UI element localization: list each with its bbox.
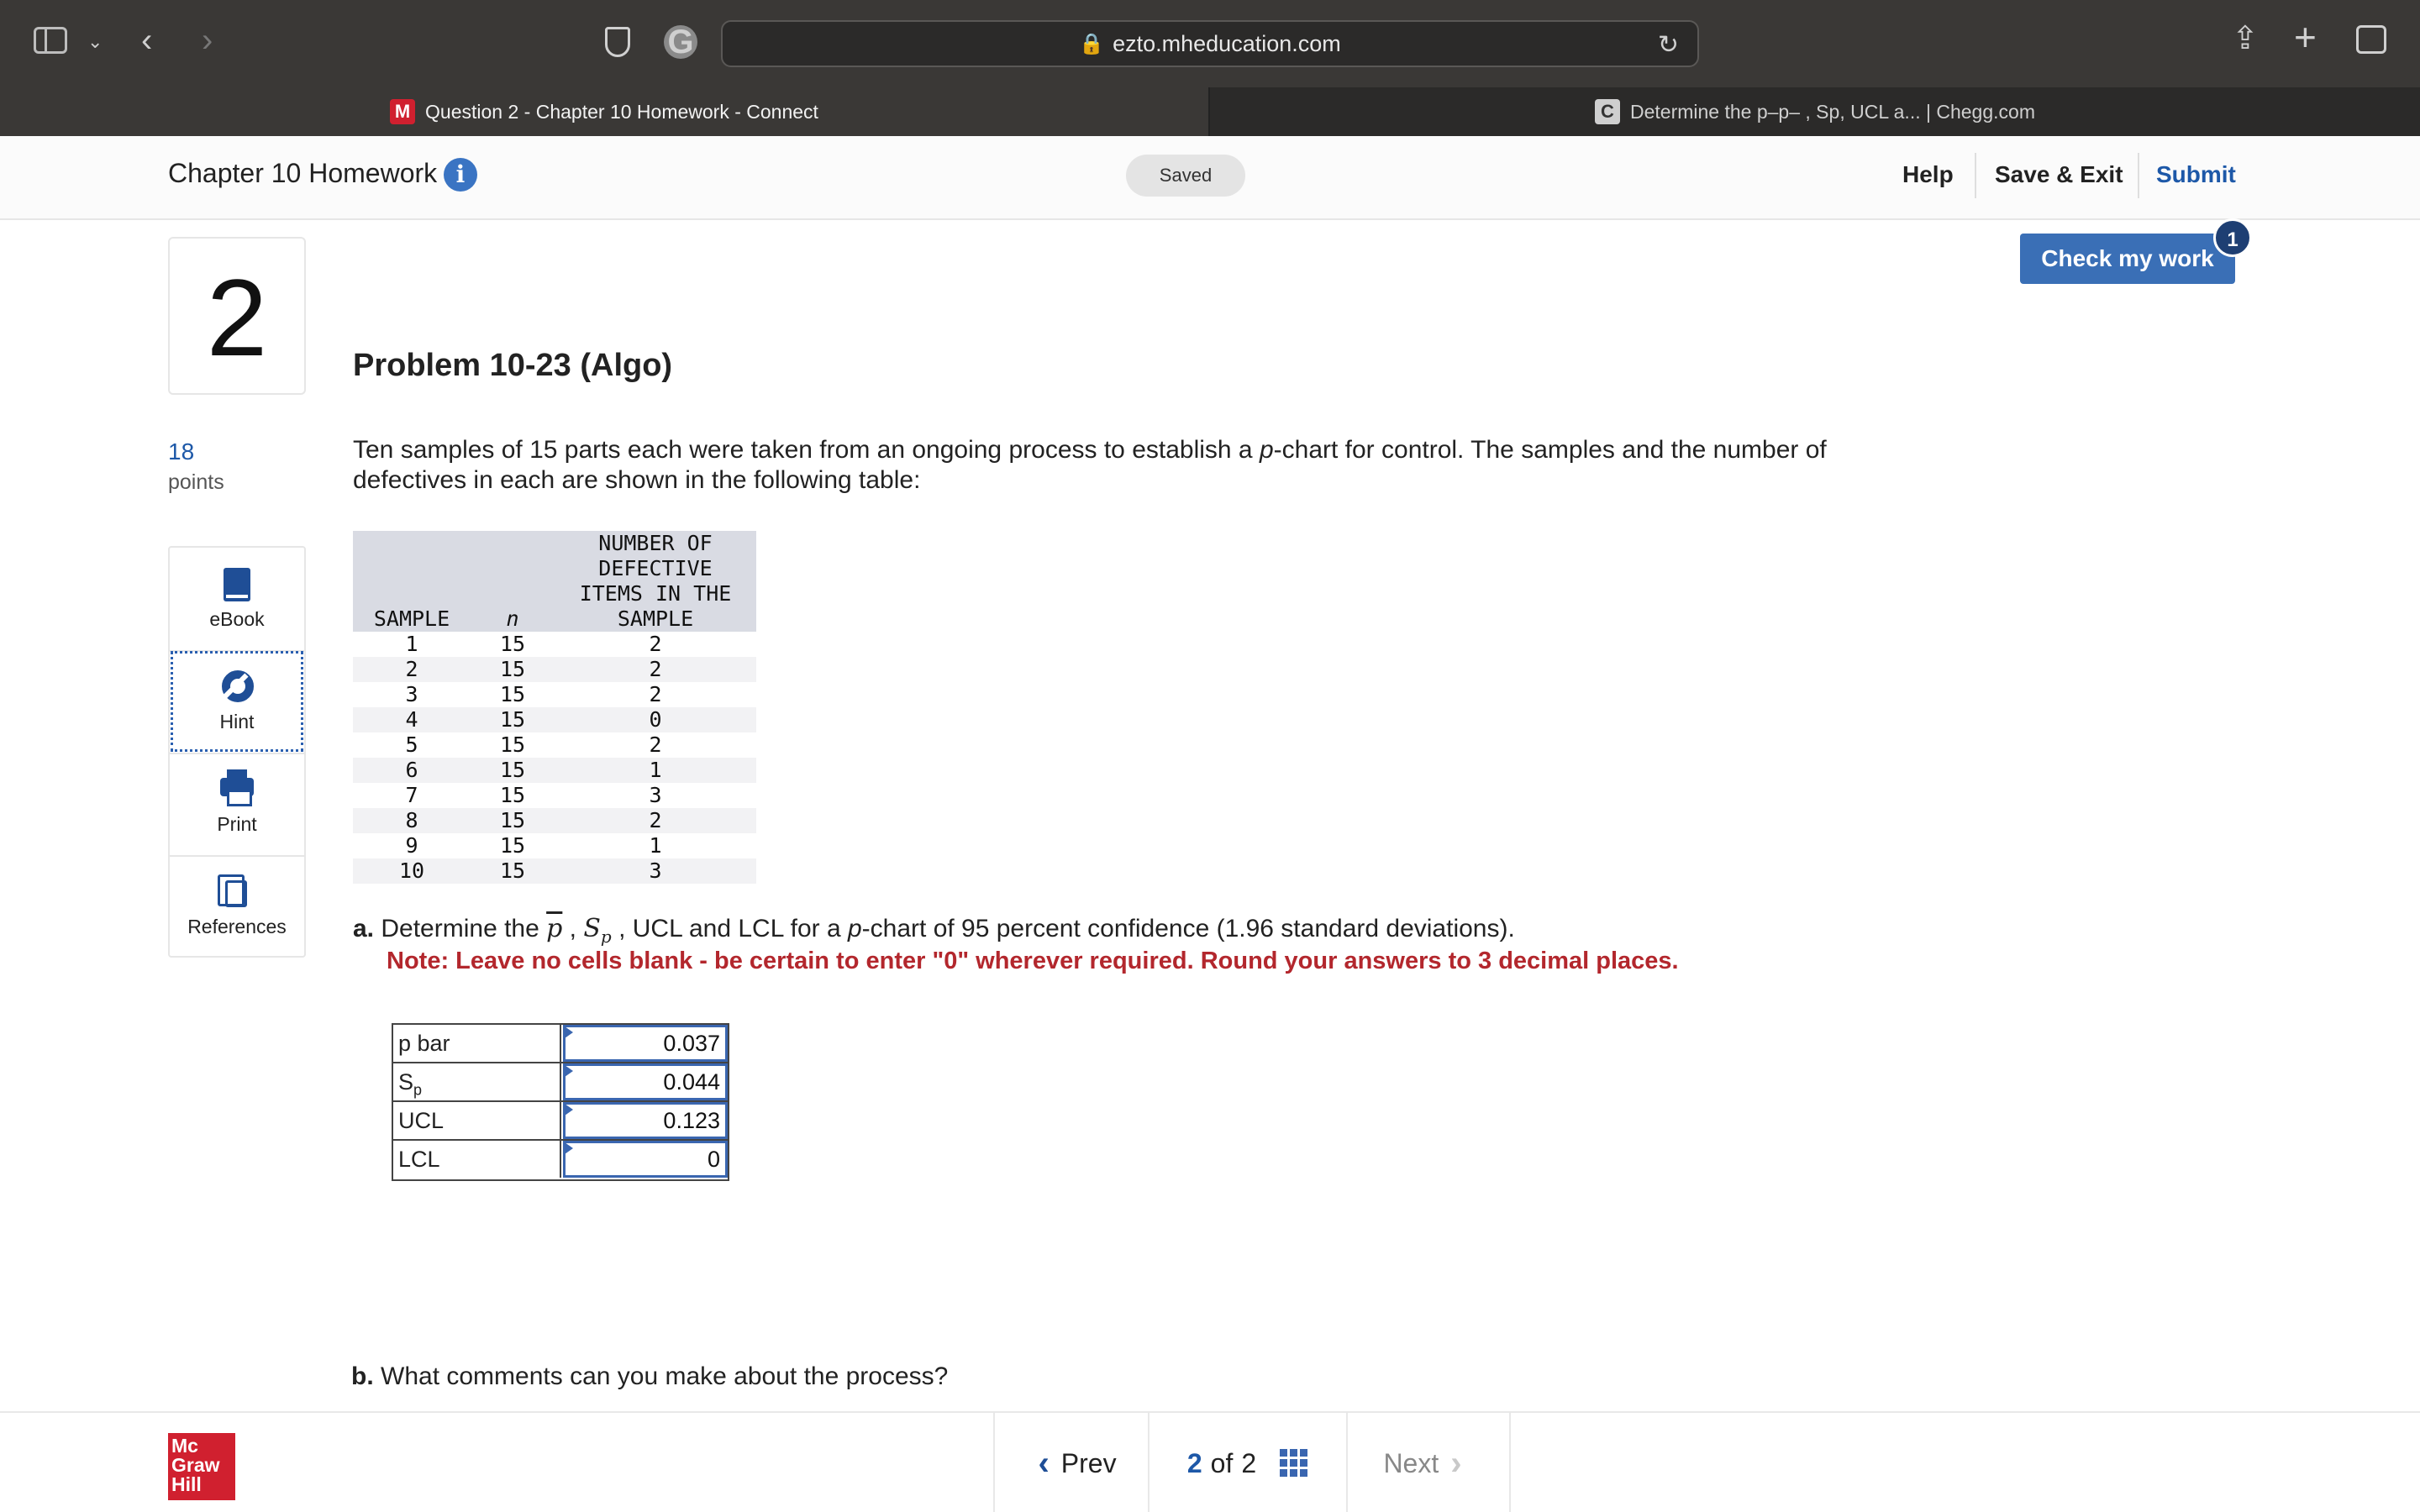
points-value: 18	[168, 438, 195, 465]
chevron-down-icon[interactable]: ⌄	[87, 31, 103, 52]
problem-text	[353, 435, 1916, 496]
header-defectives	[555, 531, 756, 632]
tab-label: Determine the p–p– , Sp, UCL a... | Chegg.com	[1630, 100, 2035, 123]
table-row	[353, 783, 756, 808]
problem-text-part: Ten samples of 15 parts each were taken from an ongoing process to establish a	[353, 436, 1260, 464]
problem-text-italic: p	[1259, 436, 1274, 464]
question-count[interactable]	[1150, 1413, 1348, 1512]
input-marker-icon	[565, 1104, 573, 1116]
header-line: ITEMS IN THE	[579, 581, 732, 606]
cell-n: 15	[499, 758, 526, 782]
address-bar[interactable]	[721, 20, 1699, 67]
of-label: of	[1210, 1447, 1234, 1478]
cell-n: 15	[499, 682, 526, 706]
cell-sample: 7	[405, 783, 418, 807]
answer-label	[393, 1102, 561, 1139]
p-bar-symbol: $\overline{p}$	[546, 914, 563, 943]
hint-button[interactable]	[170, 650, 304, 753]
input-marker-icon	[565, 1026, 573, 1038]
grammarly-icon[interactable]: G	[664, 25, 697, 59]
cell-defectives: 3	[649, 783, 662, 807]
answer-row-pbar	[393, 1025, 728, 1063]
hint-label: Hint	[219, 711, 255, 732]
references-button[interactable]	[170, 855, 304, 958]
table-row	[353, 758, 756, 783]
book-icon	[224, 568, 250, 601]
input-marker-icon	[565, 1065, 573, 1077]
part-a-text: , UCL and LCL for a	[611, 915, 848, 942]
lcl-input[interactable]	[563, 1141, 728, 1178]
cell-sample: 6	[405, 758, 418, 782]
next-button[interactable]	[1348, 1413, 1511, 1512]
part-a-text: -chart of 95 percent confidence (1.96 standard deviations).	[861, 915, 1515, 942]
logo-line: Graw	[171, 1454, 220, 1476]
tab-label: Question 2 - Chapter 10 Homework - Connect	[425, 100, 818, 123]
cell-defectives: 1	[649, 758, 662, 782]
logo-line: Mc	[171, 1435, 198, 1457]
prev-label: Prev	[1060, 1447, 1117, 1478]
part-letter: a.	[353, 915, 375, 942]
ucl-input[interactable]	[563, 1102, 728, 1139]
cell-n: 15	[499, 783, 526, 807]
cell-defectives: 2	[649, 682, 662, 706]
samples-table	[353, 531, 756, 884]
cell-sample: 5	[405, 732, 418, 757]
tab-bar	[0, 87, 2420, 136]
answer-label-text: S	[398, 1069, 414, 1095]
part-b-text: What comments can you make about the process?	[373, 1362, 949, 1390]
p-italic: p	[847, 915, 862, 942]
cell-n: 15	[499, 732, 526, 757]
answer-label-text: LCL	[398, 1147, 440, 1172]
answer-table	[392, 1023, 729, 1181]
answer-row-lcl	[393, 1141, 728, 1179]
footer-bar	[0, 1411, 2420, 1512]
header-sample: SAMPLE	[373, 606, 450, 631]
divider	[2138, 153, 2139, 198]
share-icon[interactable]: ⇪	[2232, 21, 2259, 56]
tabs-overview-icon[interactable]	[2356, 25, 2386, 54]
table-row	[353, 632, 756, 657]
references-label: References	[187, 916, 287, 937]
table-header	[353, 531, 756, 632]
cell-sample: 3	[405, 682, 418, 706]
reload-icon[interactable]: ↻	[1657, 31, 1679, 59]
chevron-right-icon: ›	[1450, 1444, 1462, 1482]
answer-label	[393, 1063, 561, 1100]
check-my-work-button[interactable]: Check my work	[2020, 234, 2235, 284]
part-a-text: Determine the	[374, 915, 547, 942]
mcgraw-favicon-icon: M	[390, 99, 415, 124]
cell-sample: 9	[405, 833, 418, 858]
table-row	[353, 732, 756, 758]
browser-toolbar	[0, 0, 2420, 87]
cell-sample: 1	[405, 632, 418, 656]
ebook-button[interactable]	[170, 548, 304, 650]
input-marker-icon	[565, 1142, 573, 1154]
sp-input[interactable]	[563, 1063, 728, 1100]
header-line: NUMBER OF	[598, 531, 713, 555]
question-number: 2	[168, 237, 306, 395]
question-tools	[168, 546, 306, 958]
question-pager	[993, 1413, 1462, 1512]
sidebar-icon[interactable]	[34, 27, 67, 54]
pbar-input[interactable]	[563, 1025, 728, 1062]
url-text: ezto.mheducation.com	[1113, 30, 1341, 56]
total-questions: 2	[1241, 1447, 1257, 1478]
mcgraw-hill-logo	[168, 1433, 235, 1500]
assignment-header	[0, 136, 2420, 220]
chegg-favicon-icon: C	[1595, 99, 1620, 124]
new-tab-icon[interactable]: +	[2294, 15, 2317, 59]
submit-link[interactable]: Submit	[2156, 161, 2236, 187]
tab-chegg[interactable]	[1210, 87, 2420, 136]
sp-subscript: p	[600, 927, 612, 947]
header-n: n	[506, 606, 519, 631]
shield-icon[interactable]	[605, 27, 630, 57]
cell-defectives: 2	[649, 632, 662, 656]
help-link[interactable]: Help	[1902, 161, 1954, 187]
problem-title: Problem 10-23 (Algo)	[353, 348, 673, 383]
cell-n: 15	[499, 808, 526, 832]
part-letter: b.	[351, 1362, 374, 1390]
cell-defectives: 2	[649, 657, 662, 681]
problem-text-part: -chart for control. The samples and the number of defectives in each are shown in the following table:	[353, 436, 1827, 494]
back-icon[interactable]: ‹	[141, 22, 153, 59]
part-a-text: ,	[562, 915, 584, 942]
cell-sample: 2	[405, 657, 418, 681]
print-button[interactable]	[170, 753, 304, 855]
ebook-label: eBook	[209, 608, 265, 630]
answer-label	[393, 1141, 561, 1178]
table-row	[353, 808, 756, 833]
part-a-question	[353, 914, 1515, 947]
assignment-title: Chapter 10 Homework	[168, 158, 438, 188]
tab-connect[interactable]	[0, 87, 1210, 136]
answer-row-sp	[393, 1063, 728, 1102]
cell-n: 15	[499, 833, 526, 858]
header-line: DEFECTIVE	[598, 556, 713, 580]
cell-defectives: 3	[649, 858, 662, 883]
answer-label-text: UCL	[398, 1108, 445, 1133]
info-icon[interactable]: i	[444, 158, 477, 192]
chevron-left-icon: ‹	[1038, 1444, 1050, 1482]
next-label: Next	[1383, 1447, 1439, 1478]
forward-icon[interactable]: ›	[202, 22, 213, 59]
saved-status-badge: Saved	[1126, 155, 1245, 197]
points-label: points	[168, 470, 224, 494]
cell-defectives: 1	[649, 833, 662, 858]
answer-row-ucl	[393, 1102, 728, 1141]
cell-defectives: 2	[649, 808, 662, 832]
documents-icon	[225, 880, 247, 907]
print-label: Print	[217, 813, 257, 835]
printer-icon	[220, 778, 254, 796]
logo-line: Hill	[171, 1473, 202, 1495]
prev-button[interactable]	[995, 1413, 1150, 1512]
table-row	[353, 858, 756, 884]
answer-label	[393, 1025, 561, 1062]
lock-icon: 🔒	[1079, 32, 1105, 55]
cell-sample: 4	[405, 707, 418, 732]
cell-sample: 10	[398, 858, 425, 883]
sp-symbol: S	[583, 914, 601, 943]
divider	[1975, 153, 1976, 198]
check-attempts-badge: 1	[2213, 218, 2252, 257]
cell-defectives: 0	[649, 707, 662, 732]
cell-defectives: 2	[649, 732, 662, 757]
part-b-question	[351, 1362, 948, 1391]
cell-n: 15	[499, 657, 526, 681]
cell-n: 15	[499, 632, 526, 656]
table-row	[353, 707, 756, 732]
answer-label-subscript: p	[413, 1081, 423, 1099]
table-row	[353, 657, 756, 682]
header-line: SAMPLE	[617, 606, 694, 631]
table-row	[353, 682, 756, 707]
lifebuoy-icon	[222, 670, 254, 702]
table-row	[353, 833, 756, 858]
part-a-note: Note: Leave no cells blank - be certain to enter "0" wherever required. Round your answers to 3 decimal places.	[387, 948, 1679, 974]
cell-sample: 8	[405, 808, 418, 832]
answer-label-text: p bar	[398, 1031, 450, 1056]
cell-n: 15	[499, 707, 526, 732]
current-question: 2	[1186, 1447, 1202, 1478]
cell-n: 15	[499, 858, 526, 883]
save-exit-link[interactable]: Save & Exit	[1995, 161, 2123, 187]
grid-icon[interactable]	[1280, 1449, 1308, 1478]
